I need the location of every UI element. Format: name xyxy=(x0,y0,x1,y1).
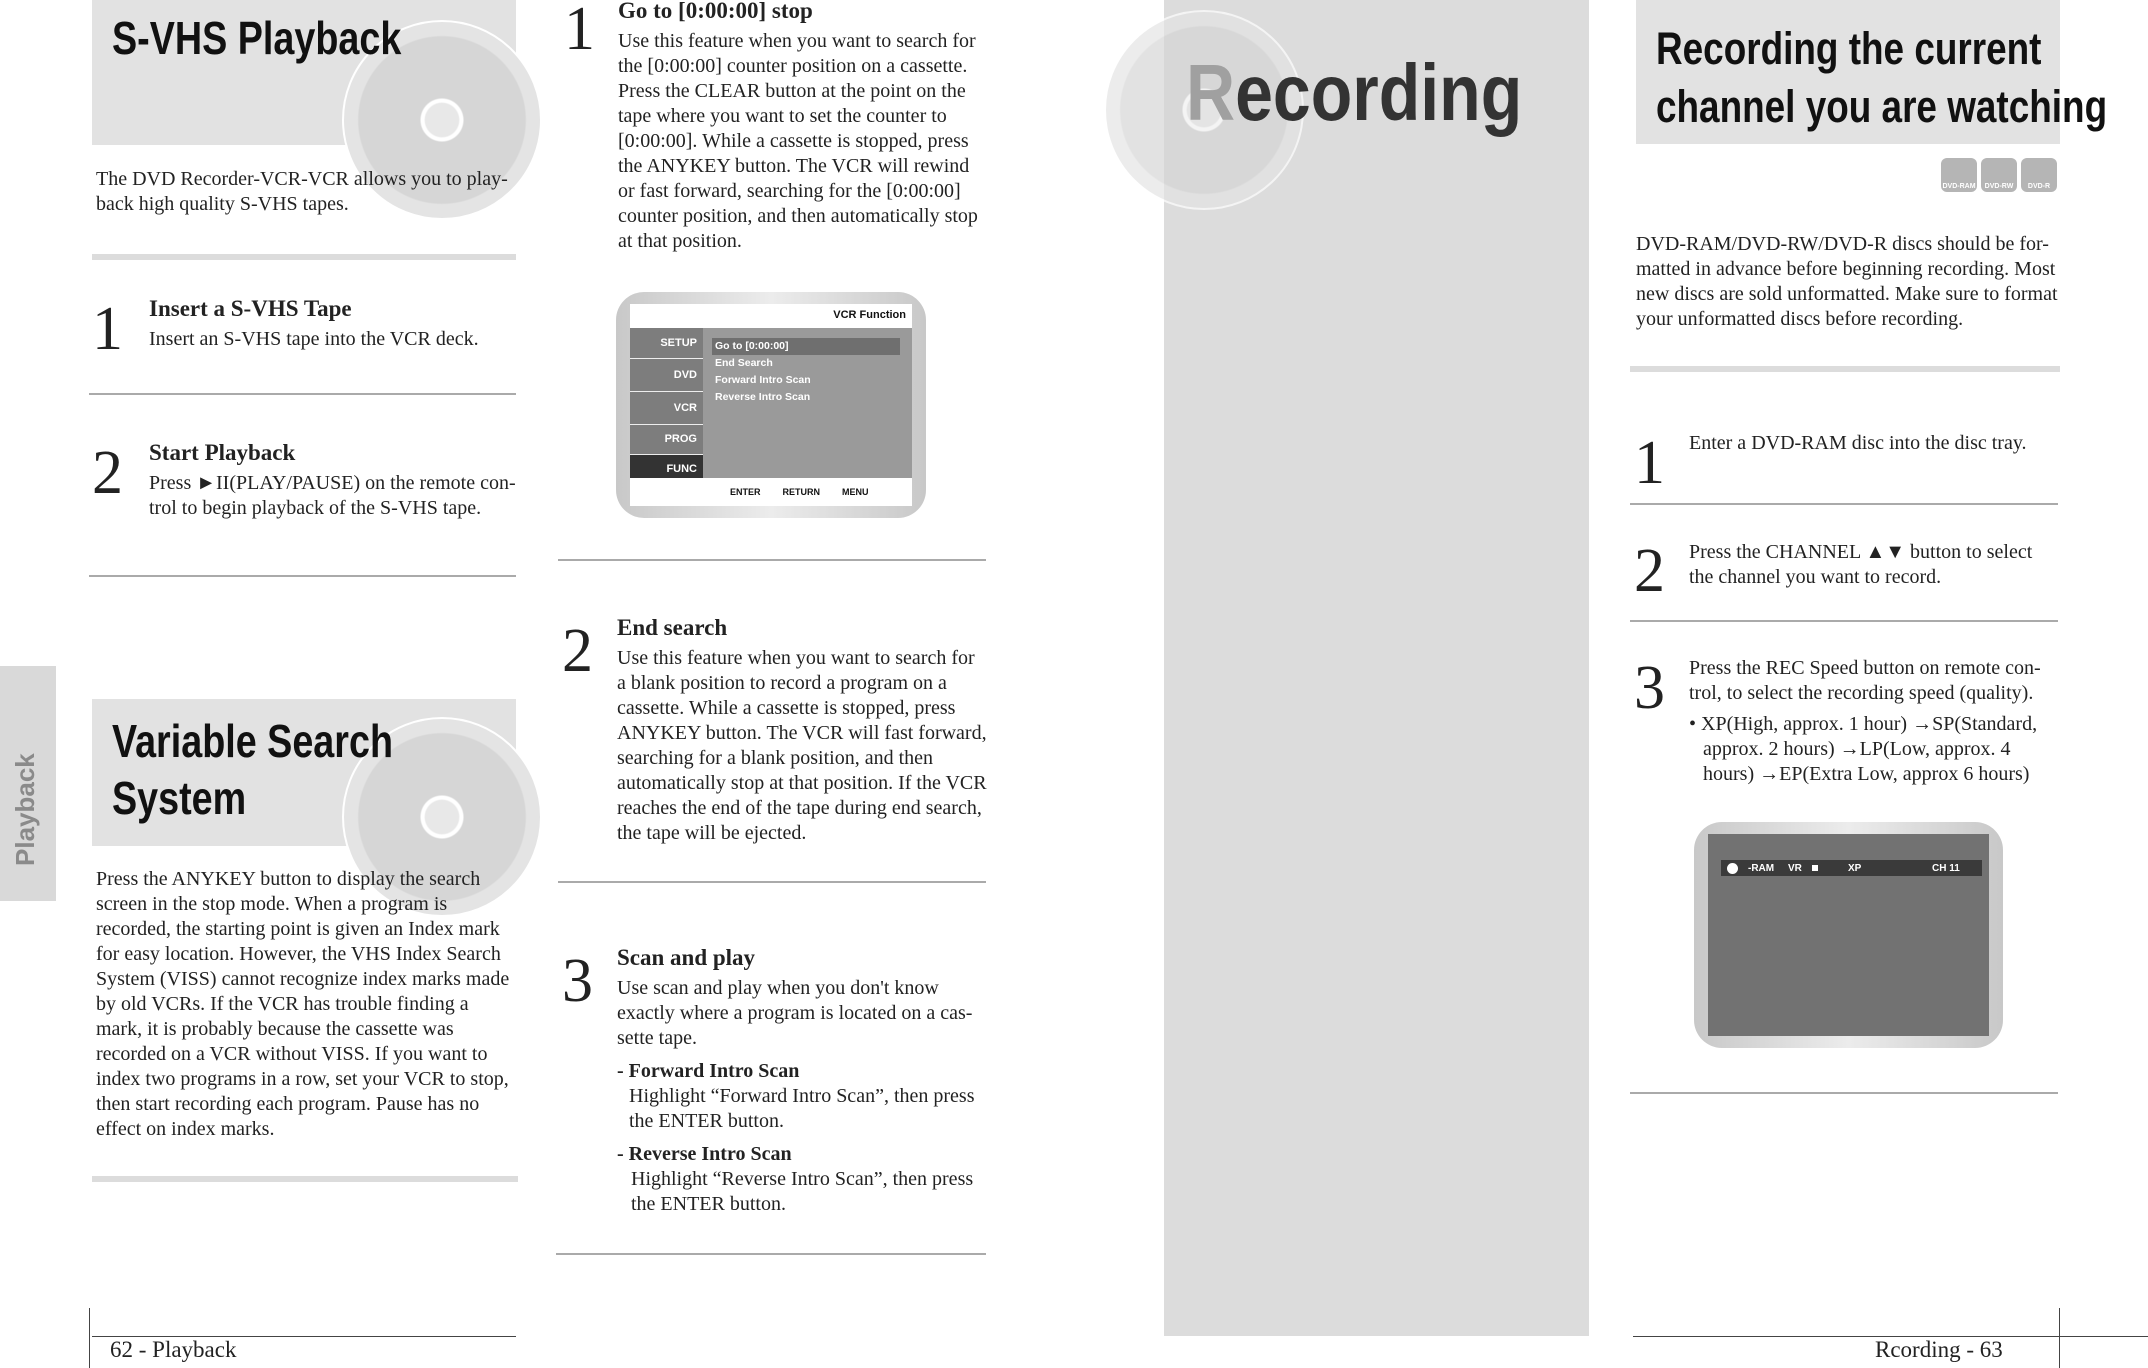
osd-menu-func: FUNC xyxy=(630,455,703,483)
dvd-r-badge-icon: DVD-R xyxy=(2021,158,2057,192)
dvd-ram-badge-icon: DVD-RAM xyxy=(1941,158,1977,192)
osd-menu-prog: PROG xyxy=(630,425,703,455)
item-text: Highlight “Forward Intro Scan”, then press the ENTER button. xyxy=(629,1085,975,1132)
step-1-text: Enter a DVD-RAM disc into the disc tray. xyxy=(1689,432,2027,454)
divider xyxy=(89,575,516,577)
divider xyxy=(1630,1092,2058,1094)
divider xyxy=(92,1176,518,1182)
osd-title: VCR Function xyxy=(630,304,912,328)
step-title: End search xyxy=(617,615,728,640)
step-text: Press ►II(PLAY/PAUSE) on the remote con-trol to begin playback of the S-VHS tape. xyxy=(149,472,516,519)
section-title-line2: System xyxy=(112,772,247,824)
scan-item-forward xyxy=(617,1059,987,1134)
svhs-intro: The DVD Recorder-VCR-VCR allows you to play-back high quality S-VHS tapes. xyxy=(96,168,508,215)
osd-option-forward-scan: Forward Intro Scan xyxy=(715,374,811,386)
scan-item-reverse xyxy=(617,1142,987,1217)
step-1 xyxy=(618,0,986,254)
footer-tick xyxy=(2059,1308,2060,1368)
speed-bullet: • XP(High, approx. 1 hour) →SP(Standard, approx. 2 hours) →LP(Low, approx. 4 hours) →EP(Extra Low, approx 6 hours) xyxy=(1689,713,2038,785)
side-tab xyxy=(0,666,56,901)
recording-intro: DVD-RAM/DVD-RW/DVD-R discs should be for-matted in advance before beginning recording. Most new discs are sold unformatted. Make sure to format your unformatted discs before recording. xyxy=(1636,233,2058,330)
osd-menu-key: MENU xyxy=(842,487,869,497)
chapter-title xyxy=(1186,48,1522,138)
divider xyxy=(556,1253,986,1255)
item-label: - Forward Intro Scan xyxy=(617,1060,800,1082)
step-title: Insert a S-VHS Tape xyxy=(149,296,352,321)
step-title: Scan and play xyxy=(617,945,756,970)
divider xyxy=(89,393,516,395)
osd-status-bar xyxy=(1721,860,1982,876)
osd-footer xyxy=(630,478,912,506)
osd-speed: XP xyxy=(1848,862,1862,874)
section-title-line1: Variable Search xyxy=(112,715,393,767)
step-text: Insert an S-VHS tape into the VCR deck. xyxy=(149,328,479,350)
osd-enter: ENTER xyxy=(730,487,761,497)
dvd-rw-badge-icon: DVD-RW xyxy=(1981,158,2017,192)
chapter-title-initial: R xyxy=(1186,48,1236,137)
vcr-function-screen xyxy=(616,292,926,518)
item-label: - Reverse Intro Scan xyxy=(617,1143,792,1165)
osd-menu-vcr: VCR xyxy=(630,392,703,425)
recording-chapter-panel xyxy=(1164,0,1589,1336)
footer-tick xyxy=(89,1308,90,1368)
osd-menu-dvd: DVD xyxy=(630,359,703,392)
osd-option-goto: Go to [0:00:00] xyxy=(712,338,900,355)
page-footer-right: Rcording - 63 xyxy=(1875,1337,2003,1362)
step-2-text: Press the CHANNEL ▲▼ button to select the channel you want to record. xyxy=(1689,541,2033,588)
osd-return: RETURN xyxy=(782,487,821,497)
divider xyxy=(92,254,516,260)
step-number: 3 xyxy=(1634,654,1665,722)
chapter-title-rest: ecording xyxy=(1235,48,1523,137)
divider xyxy=(1630,620,2058,622)
variable-search-text: Press the ANYKEY button to display the search screen in the stop mode. When a program is recorded, the starting point is given an Index mark for easy location. However, the VHS Index Search System (VISS) cannot recognize index marks made by old VCRs. If the VCR has trouble finding a mark, it is probably because the cassette was recorded on a VCR without VISS. If you want to index two programs in a row, set your VCR to stop, then start recording each program. Pause has no effect on index marks. xyxy=(96,868,510,1140)
divider xyxy=(1630,366,2060,372)
section-title-line1: Recording the current xyxy=(1656,23,2042,74)
osd-mode: VR xyxy=(1788,862,1802,874)
svhs-header xyxy=(92,0,516,145)
item-text: Highlight “Reverse Intro Scan”, then press the ENTER button. xyxy=(631,1168,974,1215)
step-3 xyxy=(1689,656,2059,787)
divider xyxy=(1630,503,2058,505)
disc-badges xyxy=(1941,158,2057,192)
step-number: 1 xyxy=(1634,429,1665,497)
osd-disc: -RAM xyxy=(1748,862,1775,874)
osd-menu xyxy=(630,328,703,478)
page-footer-left: 62 - Playback xyxy=(110,1337,237,1362)
step-number: 2 xyxy=(1634,537,1665,605)
osd-option-reverse-scan: Reverse Intro Scan xyxy=(715,391,811,403)
side-tab-label: Playback xyxy=(10,753,40,866)
step-text: Use scan and play when you don't know exactly where a program is located on a cas-sette tape. xyxy=(617,977,973,1049)
section-title-line2: channel you are watching xyxy=(1656,81,2108,132)
step-title: Start Playback xyxy=(149,440,296,465)
step-number: 2 xyxy=(92,439,123,507)
osd-menu-setup: SETUP xyxy=(630,328,703,359)
osd-channel: CH 11 xyxy=(1932,862,1960,874)
divider xyxy=(558,559,986,561)
stop-icon xyxy=(1812,865,1818,871)
step-1 xyxy=(149,295,516,352)
step-3 xyxy=(617,944,987,1217)
step-text: Use this feature when you want to search for the [0:00:00] counter position on a cassette. Press the CLEAR button at the point on the tape where you want to set the counter to [0:00:00]. While a cassette is stopped, press the ANYKEY button. The VCR will rewind or fast forward, searching for the [0:00:00] counter position, and then automatically stop at that position. xyxy=(618,30,978,252)
disc-icon xyxy=(1727,863,1738,874)
osd-option-end-search: End Search xyxy=(715,357,773,369)
step-number: 2 xyxy=(562,617,593,685)
step-2 xyxy=(149,439,516,521)
section-title: S-VHS Playback xyxy=(112,12,402,64)
step-2 xyxy=(617,614,987,846)
step-number: 3 xyxy=(562,947,593,1015)
step-text: Use this feature when you want to search for a blank position to record a program on a cassette. While a cassette is stopped, press ANYKEY button. The VCR will fast forward, searching for a blank position, and then automatically stop at that position. If the VCR reaches the end of the tape during end search, the tape will be ejected. xyxy=(617,647,987,844)
step-title: Go to [0:00:00] stop xyxy=(618,0,813,23)
recording-header xyxy=(1636,0,2108,144)
variable-search-header xyxy=(92,699,516,846)
divider xyxy=(558,881,986,883)
recording-screen xyxy=(1694,822,2003,1048)
step-number: 1 xyxy=(92,295,123,363)
step-text: Press the REC Speed button on remote con-trol, to select the recording speed (quality). xyxy=(1689,657,2041,704)
step-number: 1 xyxy=(564,0,595,63)
